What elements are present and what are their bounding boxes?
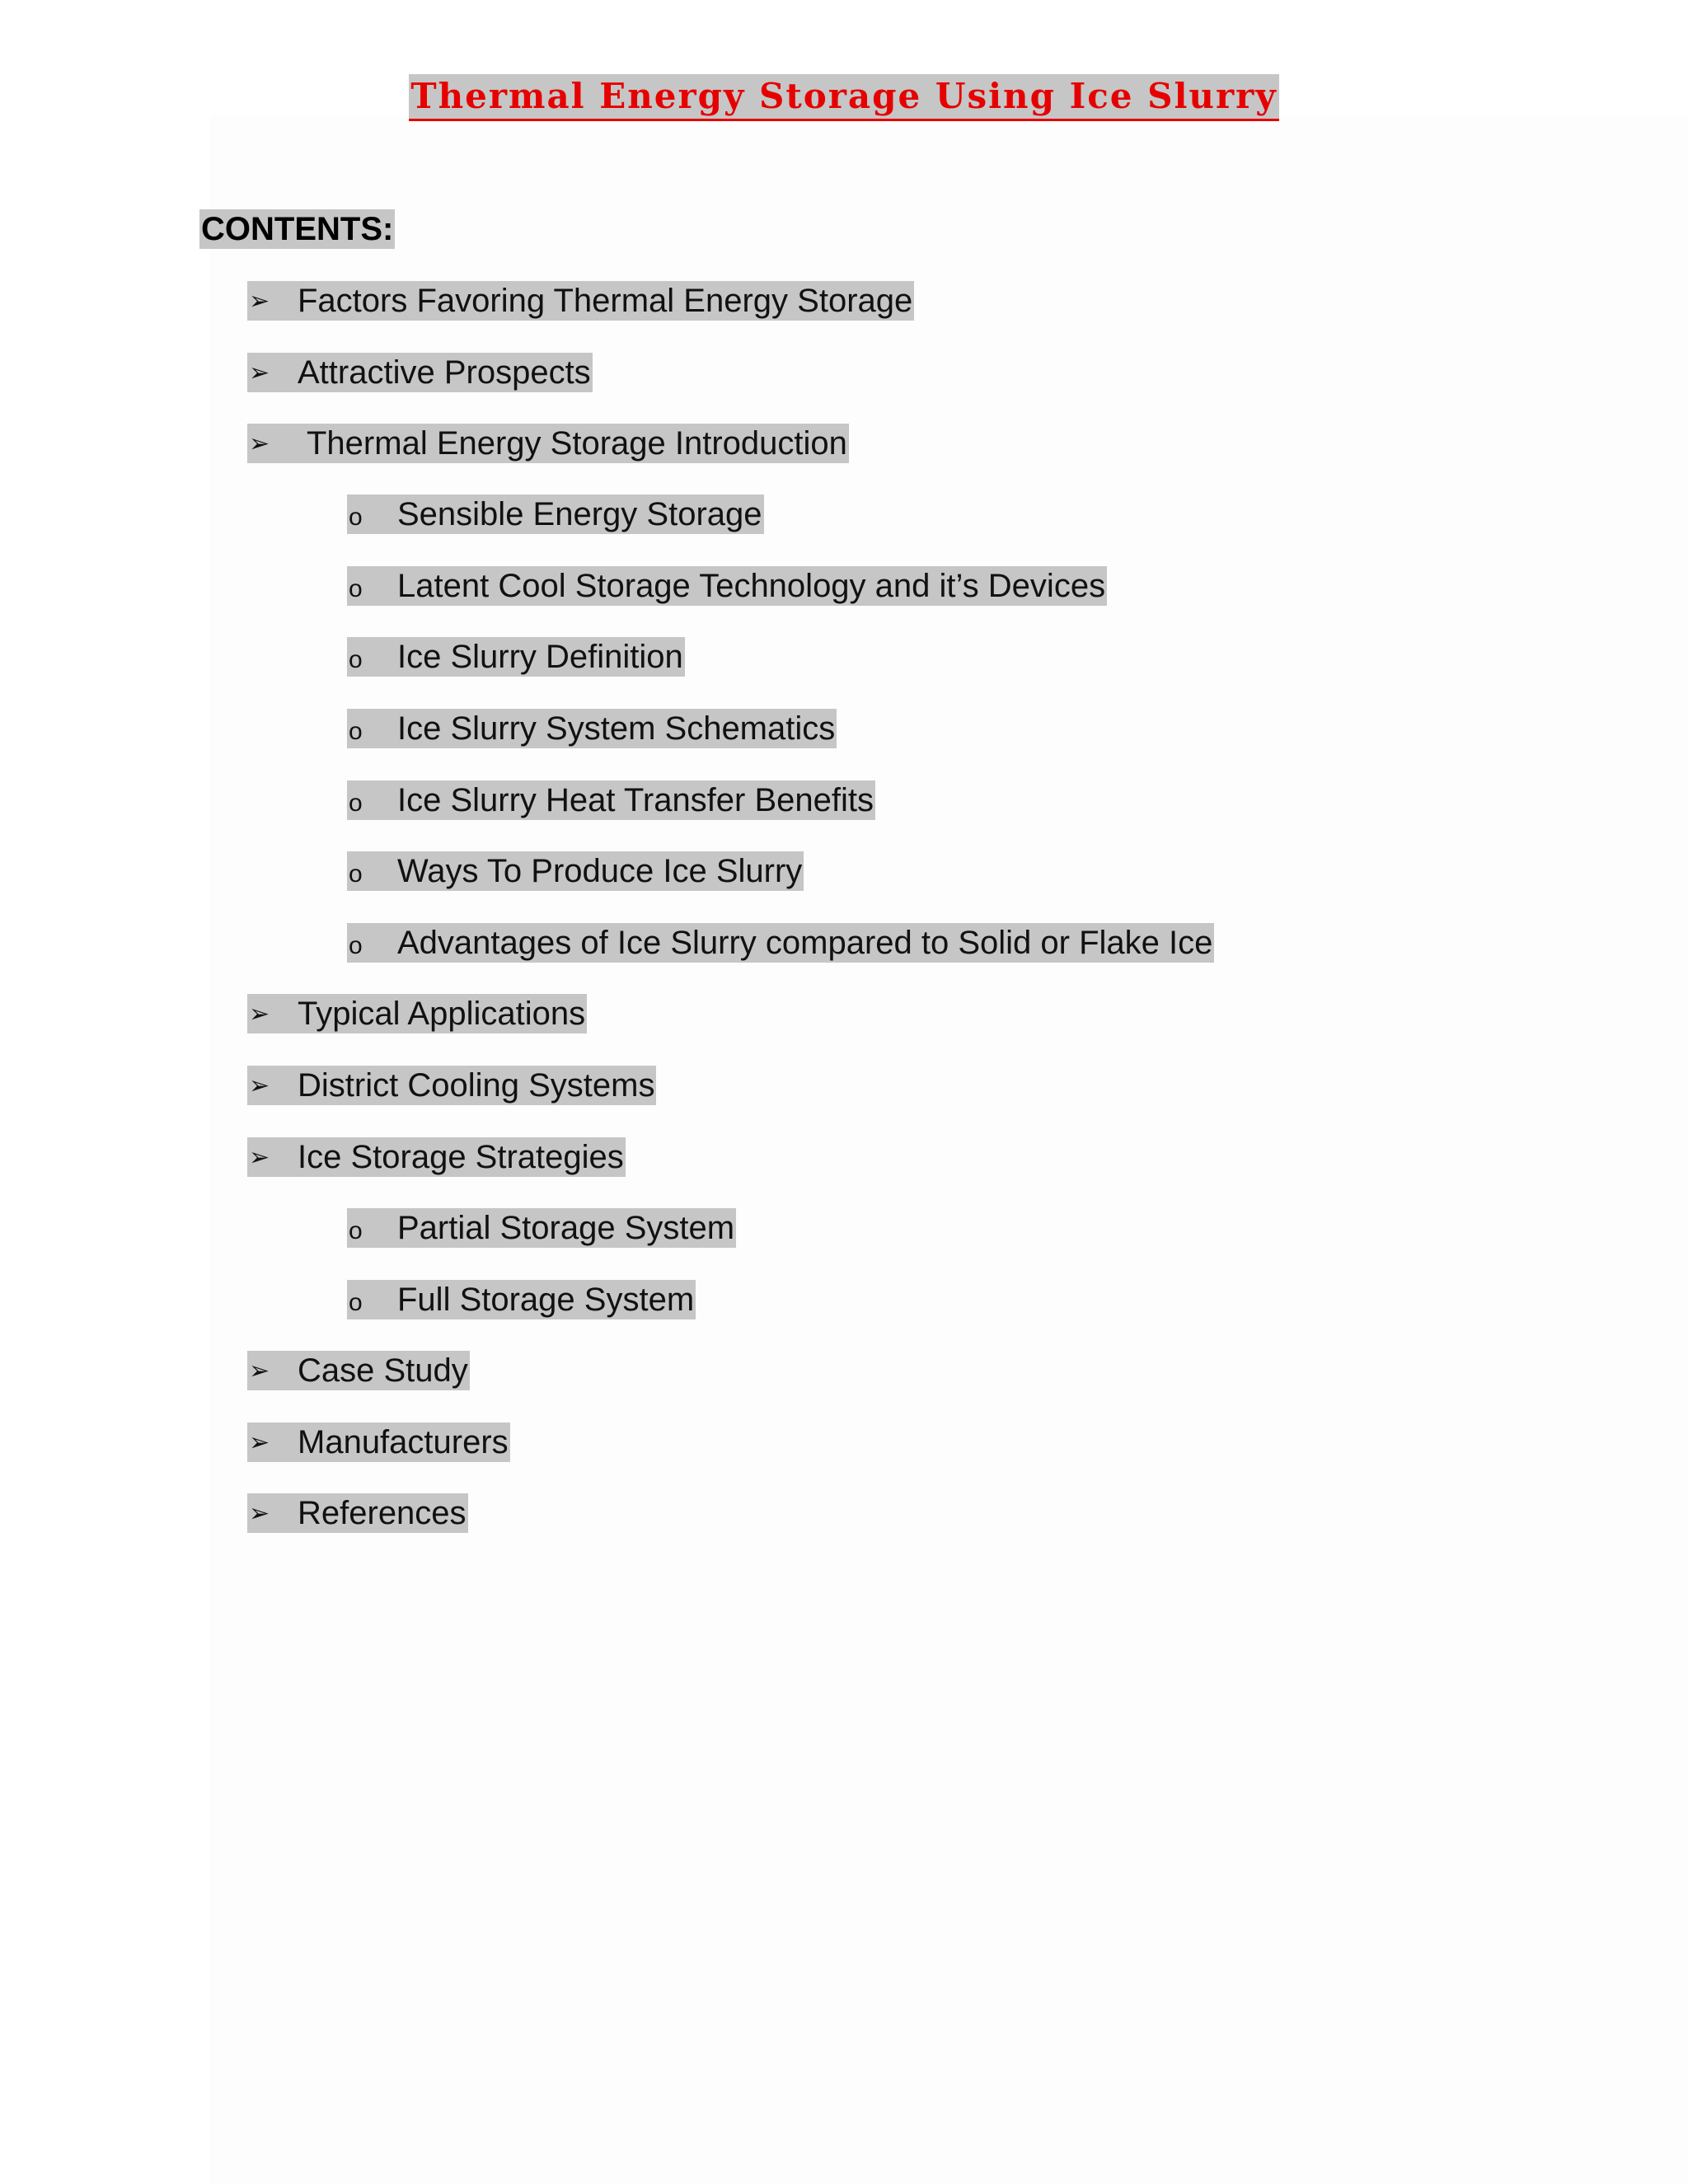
document-title: Thermal Energy Storage Using Ice Slurry — [409, 74, 1278, 121]
toc-item-label: Manufacturers — [298, 1424, 509, 1460]
toc-item-label: Thermal Energy Storage Introduction — [307, 425, 847, 462]
toc-item-typical-applications — [247, 994, 587, 1033]
toc-subitem-ways-to-produce — [347, 851, 804, 891]
toc-subitem-partial-storage — [347, 1208, 736, 1248]
toc-item-label: Attractive Prospects — [298, 354, 591, 391]
toc-item-label: Typical Applications — [298, 996, 586, 1032]
toc-item-ice-storage-strategies — [247, 1137, 626, 1177]
toc-item-label: Factors Favoring Thermal Energy Storage — [298, 283, 913, 319]
toc-item-label: District Cooling Systems — [298, 1067, 655, 1104]
arrow-bullet-icon: ➢ — [249, 999, 270, 1029]
contents-heading: CONTENTS: — [201, 211, 394, 247]
toc-item-label: Ice Slurry Heat Transfer Benefits — [397, 782, 874, 818]
arrow-bullet-icon: ➢ — [249, 358, 270, 387]
toc-item-factors-favoring — [247, 281, 914, 321]
toc-item-tes-introduction — [247, 424, 849, 463]
toc-item-label: Ice Slurry System Schematics — [397, 710, 836, 747]
toc-item-label: Advantages of Ice Slurry compared to Solid or Flake Ice — [397, 925, 1213, 961]
toc-item-label: Ways To Produce Ice Slurry — [397, 853, 803, 889]
toc-item-district-cooling — [247, 1066, 656, 1105]
toc-subitem-sensible-storage — [347, 494, 764, 534]
circle-bullet-icon: o — [349, 1289, 363, 1316]
arrow-bullet-icon: ➢ — [249, 1071, 270, 1100]
toc-item-label: Sensible Energy Storage — [397, 496, 762, 532]
toc-subitem-ice-slurry-definition — [347, 637, 685, 677]
toc-item-references — [247, 1493, 468, 1533]
arrow-bullet-icon: ➢ — [249, 1427, 270, 1457]
toc-item-label: Ice Storage Strategies — [298, 1139, 624, 1175]
arrow-bullet-icon: ➢ — [249, 1498, 270, 1528]
circle-bullet-icon: o — [349, 790, 363, 817]
toc-item-label: Ice Slurry Definition — [397, 639, 683, 675]
toc-item-label: Latent Cool Storage Technology and it’s Devices — [397, 568, 1106, 604]
toc-subitem-system-schematics — [347, 709, 837, 748]
toc-subitem-heat-transfer-benefits — [347, 780, 875, 820]
arrow-bullet-icon: ➢ — [249, 1356, 270, 1385]
toc-item-attractive-prospects — [247, 353, 593, 392]
circle-bullet-icon: o — [349, 504, 363, 531]
toc-item-label: Full Storage System — [397, 1282, 695, 1318]
arrow-bullet-icon: ➢ — [249, 429, 270, 458]
toc-item-label: Case Study — [298, 1352, 468, 1389]
toc-item-case-study — [247, 1351, 470, 1390]
toc-item-manufacturers — [247, 1422, 510, 1462]
circle-bullet-icon: o — [349, 575, 363, 602]
toc-subitem-latent-cool-storage — [347, 566, 1107, 606]
circle-bullet-icon: o — [349, 718, 363, 745]
title-container — [0, 74, 1688, 121]
circle-bullet-icon: o — [349, 646, 363, 673]
toc-item-label: References — [298, 1495, 467, 1531]
circle-bullet-icon: o — [349, 860, 363, 888]
arrow-bullet-icon: ➢ — [249, 1142, 270, 1172]
toc-item-label: Partial Storage System — [397, 1210, 735, 1246]
circle-bullet-icon: o — [349, 932, 363, 959]
circle-bullet-icon: o — [349, 1217, 363, 1244]
toc-subitem-advantages — [347, 923, 1214, 963]
arrow-bullet-icon: ➢ — [249, 286, 270, 316]
toc-subitem-full-storage — [347, 1280, 696, 1319]
